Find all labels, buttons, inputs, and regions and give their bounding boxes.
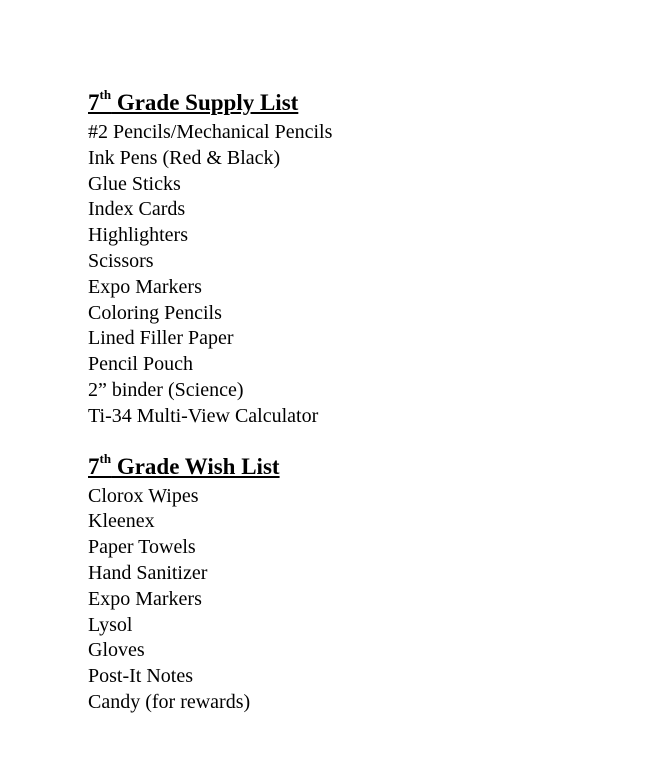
list-item: Kleenex xyxy=(88,510,155,533)
list-item: Pencil Pouch xyxy=(88,353,193,376)
list-item: 2” binder (Science) xyxy=(88,378,244,401)
list-item: Expo Markers xyxy=(88,275,202,298)
list-item: Glue Sticks xyxy=(88,172,181,195)
wish-list xyxy=(88,484,628,716)
list-item: Ti-34 Multi-View Calculator xyxy=(88,404,319,427)
section-spacer xyxy=(88,430,628,450)
list-item: Gloves xyxy=(88,639,145,662)
heading-text: Grade Wish List xyxy=(111,453,280,479)
heading-ordinal-suffix: th xyxy=(99,87,112,103)
list-item: Clorox Wipes xyxy=(88,484,199,507)
list-item: Coloring Pencils xyxy=(88,301,222,324)
document xyxy=(88,86,628,716)
list-item: Highlighters xyxy=(88,224,188,247)
list-item: Expo Markers xyxy=(88,587,202,610)
list-item: Paper Towels xyxy=(88,536,196,559)
wish-list-heading xyxy=(88,450,628,484)
heading-number: 7 xyxy=(88,90,100,115)
list-item: Hand Sanitizer xyxy=(88,561,208,584)
list-item: Scissors xyxy=(88,249,154,272)
supply-list xyxy=(88,120,628,430)
list-item: Candy (for rewards) xyxy=(88,690,251,713)
list-item: Ink Pens (Red & Black) xyxy=(88,146,281,169)
supply-list-heading xyxy=(88,86,628,120)
list-item: Lined Filler Paper xyxy=(88,327,234,350)
list-item: #2 Pencils/Mechanical Pencils xyxy=(88,121,333,143)
heading-ordinal-suffix: th xyxy=(99,450,112,466)
heading-text: Grade Supply List xyxy=(111,90,299,115)
heading-number: 7 xyxy=(88,453,100,479)
list-item: Post-It Notes xyxy=(88,665,193,688)
list-item: Lysol xyxy=(88,613,133,636)
list-item: Index Cards xyxy=(88,198,186,221)
